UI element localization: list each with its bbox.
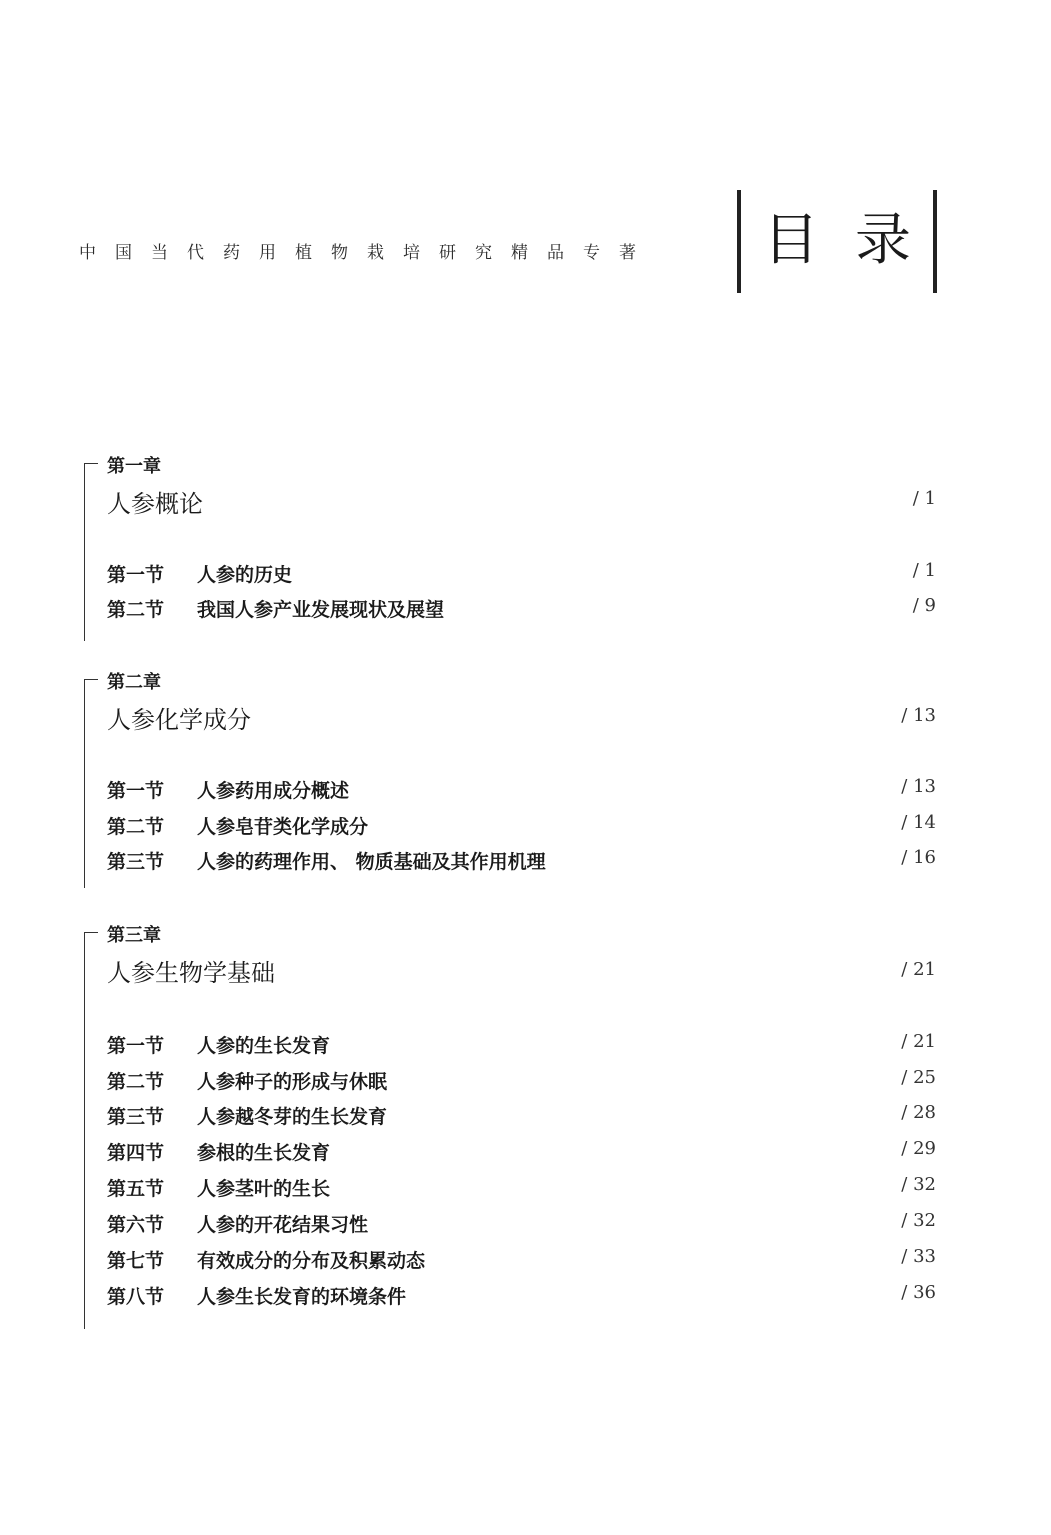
section-label: 第五节: [107, 1178, 165, 1200]
section-page: / 13: [901, 776, 936, 797]
section-page: / 9: [912, 595, 936, 616]
chapter-label: 第一章: [107, 456, 161, 477]
section-page: / 28: [901, 1102, 936, 1123]
chapter-bracket-line: [84, 932, 85, 1329]
toc-row: [107, 776, 944, 806]
section-title: 人参茎叶的生长: [197, 1178, 331, 1200]
toc-row: [107, 1031, 944, 1061]
toc-heading-frame: [737, 190, 947, 293]
section-label: 第一节: [107, 1035, 165, 1057]
toc-row: [107, 1246, 944, 1276]
section-title: 人参皂苷类化学成分: [197, 816, 369, 838]
toc-row: [107, 1282, 944, 1312]
section-label: 第一节: [107, 564, 165, 586]
chapter-bracket-line: [84, 679, 85, 888]
chapter-1: [84, 452, 944, 642]
chapter-bracket-tick: [84, 463, 98, 464]
chapter-title: 人参生物学基础: [107, 959, 275, 987]
section-label: 第八节: [107, 1286, 165, 1308]
section-page: / 29: [901, 1138, 936, 1159]
section-page: / 14: [901, 812, 936, 833]
section-label: 第四节: [107, 1142, 165, 1164]
section-page: / 36: [901, 1282, 936, 1303]
section-label: 第二节: [107, 599, 165, 621]
section-title: 人参的药理作用、 物质基础及其作用机理: [197, 851, 546, 873]
section-label: 第一节: [107, 780, 165, 802]
chapter-label: 第二章: [107, 672, 161, 693]
section-title: 参根的生长发育: [197, 1142, 331, 1164]
section-title: 有效成分的分布及积累动态: [197, 1250, 426, 1272]
section-label: 第二节: [107, 1071, 165, 1093]
chapter-2: [84, 668, 944, 892]
toc-row: [107, 1210, 944, 1240]
section-page: / 32: [901, 1210, 936, 1231]
section-title: 人参的生长发育: [197, 1035, 331, 1057]
section-title: 人参越冬芽的生长发育: [197, 1106, 388, 1128]
section-page: / 16: [901, 847, 936, 868]
toc-row: [107, 1138, 944, 1168]
section-label: 第三节: [107, 1106, 165, 1128]
toc-row: [107, 812, 944, 842]
section-title: 人参药用成分概述: [197, 780, 350, 802]
toc-row: [107, 560, 944, 590]
toc-row: [107, 595, 944, 625]
toc-row: [107, 1102, 944, 1132]
section-page: / 21: [901, 1031, 936, 1052]
chapter-bracket-line: [84, 463, 85, 641]
section-label: 第二节: [107, 816, 165, 838]
toc-row: [107, 847, 944, 877]
chapter-page: / 21: [901, 959, 936, 980]
chapter-label: 第三章: [107, 925, 161, 946]
section-page: / 1: [912, 560, 936, 581]
section-title: 人参的开花结果习性: [197, 1214, 369, 1236]
section-label: 第六节: [107, 1214, 165, 1236]
toc-heading: 目录: [763, 208, 947, 273]
section-label: 第七节: [107, 1250, 165, 1272]
section-title: 人参的历史: [197, 564, 293, 586]
section-title: 我国人参产业发展现状及展望: [197, 599, 445, 621]
chapter-title: 人参概论: [107, 490, 203, 518]
chapter-title: 人参化学成分: [107, 706, 251, 734]
section-title: 人参生长发育的环境条件: [197, 1286, 407, 1308]
section-page: / 32: [901, 1174, 936, 1195]
section-page: / 25: [901, 1067, 936, 1088]
chapter-3: [84, 921, 944, 1331]
chapter-bracket-tick: [84, 679, 98, 680]
chapter-bracket-tick: [84, 932, 98, 933]
toc-row: [107, 1067, 944, 1097]
chapter-page: / 13: [901, 705, 936, 726]
section-label: 第三节: [107, 851, 165, 873]
chapter-page: / 1: [912, 488, 936, 509]
section-title: 人参种子的形成与休眠: [197, 1071, 388, 1093]
section-page: / 33: [901, 1246, 936, 1267]
toc-row: [107, 1174, 944, 1204]
series-title: 中国当代药用植物栽培研究精品专著: [79, 243, 655, 263]
